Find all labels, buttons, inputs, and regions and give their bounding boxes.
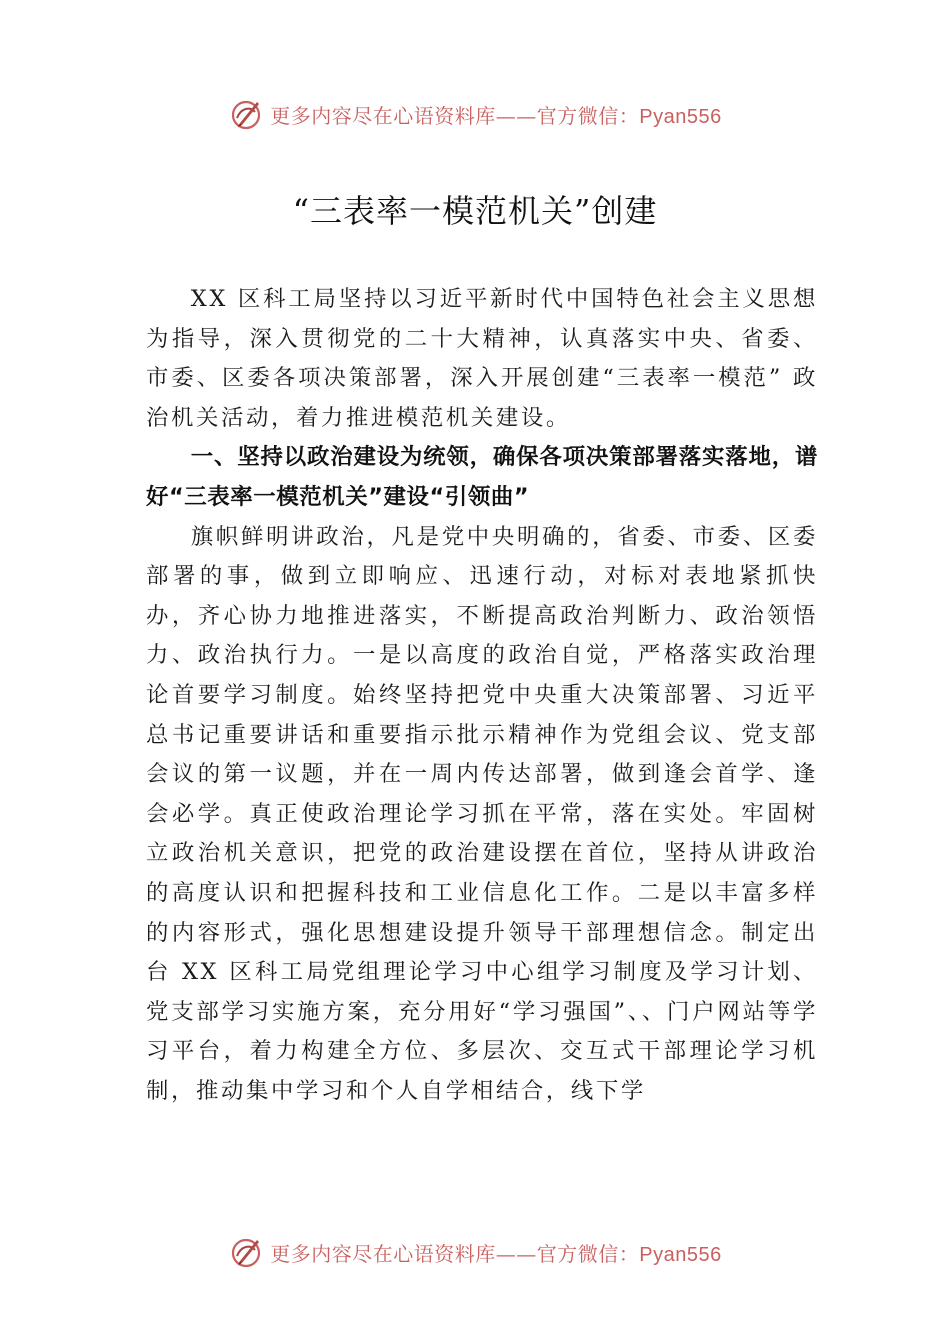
section-1-paragraph: 旗帜鲜明讲政治，凡是党中央明确的，省委、市委、区委部署的事，做到立即响应、迅速行动，对标对表地紧抓快办，齐心协力地推进落实，不断提高政治判断力、政治领悟力、政治执行力。一是以高度的政治自觉，严格落实政治理论首要学习制度。始终坚持把党中央重大决策部署、习近平总书记重要讲话和重要指示批示精神作为党组会议、党支部会议的第一议题，并在一周内传达部署，做到逢会首学、逢 会必学。真正使政治理论学习抓在平常，落在实处。牢固树 立政治机关意识，把党的政治建设摆在首位，坚持从讲政治的高度认识和把握科技和工业信息化工作。二是以丰富多样的内容形式，强化思想建设提升领导干部理想信念。制定出台 XX 区科工局党组理论学习中心组学习制度及学习计划、党支部学习实施方案，充分用好“学习强国”、、门户网站等学习平台，着力构建全方位、多层次、交互式干部理论学习机制，推动集中学习和个人自学相结合，线下学 xyxy=(146,523,818,1104)
footer-watermark xyxy=(0,1232,950,1272)
document-title: “三表率一模范机关”创建 xyxy=(292,192,658,230)
watermark-separator: —— xyxy=(495,1241,537,1266)
document-body xyxy=(146,280,818,1111)
watermark-wechat-id: Pyan556 xyxy=(639,105,722,128)
watermark-wechat-label: 官方微信： xyxy=(536,103,640,128)
intro-paragraph: XX 区科工局坚持以习近平新时代中国特色社会主义思想为指导，深入贯彻党的二十大精神，认真落实中央、省委、市委、区委各项决策部署，深入开展创建“三表率一模范” 政治机关活动，着力推进模范机关建设。 xyxy=(146,286,818,431)
section-heading-1: 一、坚持以政治建设为统领，确保各项决策部署落实落地，谱好“三表率一模范机关”建设“引领曲” xyxy=(146,444,818,510)
pen-swirl-logo-icon xyxy=(228,96,264,132)
watermark-text xyxy=(270,1238,721,1267)
watermark-wechat-id: Pyan556 xyxy=(639,1243,722,1266)
watermark-wechat-label: 官方微信： xyxy=(536,1241,640,1266)
watermark-separator: —— xyxy=(495,103,537,128)
watermark-label: 更多内容尽在心语资料库 xyxy=(270,103,496,128)
watermark-text xyxy=(270,100,721,129)
header-watermark xyxy=(0,94,950,134)
pen-swirl-logo-icon xyxy=(228,1234,264,1270)
watermark-label: 更多内容尽在心语资料库 xyxy=(270,1241,496,1266)
